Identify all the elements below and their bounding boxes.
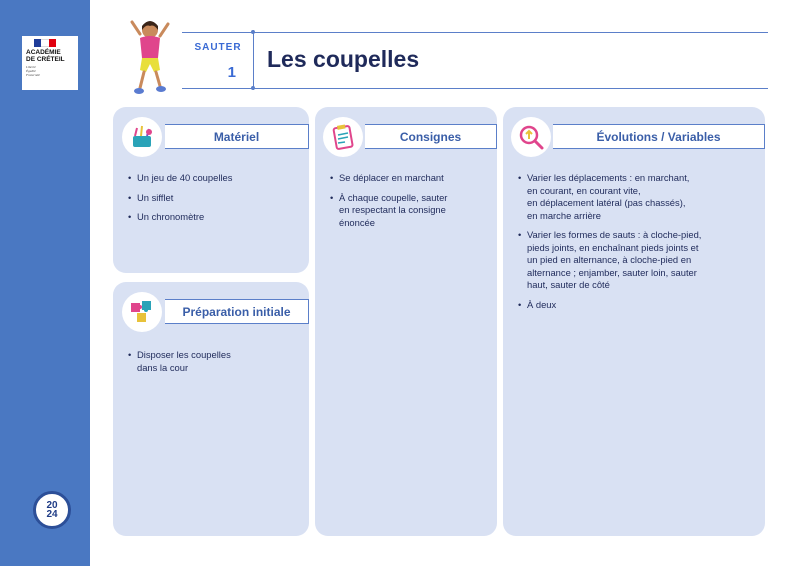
- list-evolutions: [518, 172, 760, 318]
- basket-icon: [122, 117, 162, 157]
- card-preparation-heading: Préparation initiale: [182, 304, 291, 319]
- french-flag-icon: [34, 39, 56, 47]
- badge-line2: 24: [46, 509, 58, 520]
- paris-2024-badge: [33, 491, 71, 529]
- category-label: SAUTER: [194, 42, 242, 53]
- list-item: • Un jeu de 40 coupelles: [128, 172, 303, 185]
- card-evolutions-heading: Évolutions / Variables: [596, 129, 721, 144]
- list-item: • À chaque coupelle, sauter en respectant la consigne énoncée: [330, 192, 492, 230]
- list-item: • Varier les déplacements : en marchant, en courant, en courant vite, en déplacement latéral (pas chassés), en marche arrière: [518, 172, 760, 222]
- page-title: Les coupelles: [267, 46, 420, 72]
- academie-logo: [22, 36, 78, 90]
- list-materiel: [128, 172, 303, 231]
- badge-line1: 20: [46, 500, 58, 511]
- card-consignes-heading: Consignes: [399, 129, 462, 144]
- card-evolutions-header: [553, 124, 765, 149]
- list-item: • Se déplacer en marchant: [330, 172, 492, 185]
- magnifier-icon: [511, 117, 551, 157]
- card-materiel-heading: Matériel: [213, 129, 260, 144]
- logo-motto: Liberté Égalité Fraternité: [26, 65, 40, 77]
- header-bottom-rule: [182, 88, 768, 89]
- logo-name: ACADÉMIE DE CRÉTEIL: [26, 49, 65, 63]
- card-materiel-header: [165, 124, 309, 149]
- sidebar: [0, 0, 90, 566]
- puzzle-icon: [122, 292, 162, 332]
- list-item: • Varier les formes de sauts : à cloche-pied, pieds joints, en enchaînant pieds joints et un pied en alternance, à cloche-pied en alternance ; enjamber, sauter loin, sauter haut, sauter de côté: [518, 229, 760, 292]
- activity-number: 1: [227, 64, 236, 81]
- header-top-rule: [182, 32, 768, 33]
- list-consignes: [330, 172, 492, 236]
- list-preparation: [128, 349, 303, 381]
- divider-dot: [251, 86, 255, 90]
- list-item: • Un sifflet: [128, 192, 303, 205]
- card-preparation-header: [165, 299, 309, 324]
- clipboard-icon: [323, 117, 363, 157]
- list-item: • À deux: [518, 299, 760, 312]
- divider-dot: [251, 30, 255, 34]
- jumping-child-illustration: [126, 16, 174, 100]
- header-divider: [253, 30, 254, 90]
- list-item: • Un chronomètre: [128, 211, 303, 224]
- list-item: • Disposer les coupelles dans la cour: [128, 349, 303, 374]
- card-consignes-header: [365, 124, 497, 149]
